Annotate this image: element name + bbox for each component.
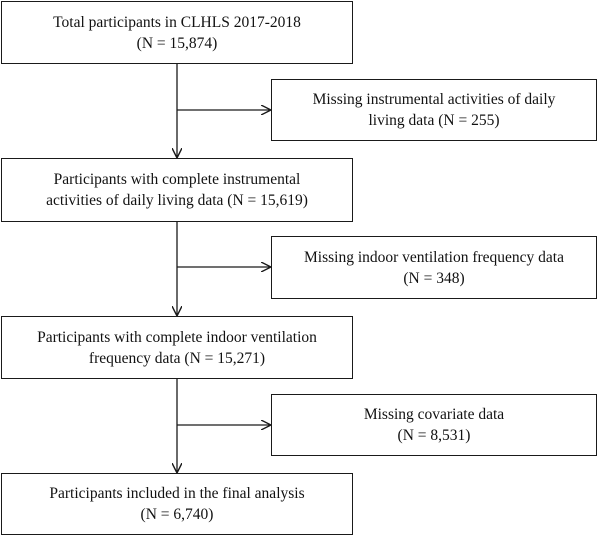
missing-covariate-box <box>271 394 597 456</box>
complete-ventilation-count: frequency data (N = 15,271) <box>88 349 266 367</box>
missing-iadl-count: living data (N = 255) <box>368 112 500 129</box>
complete-ventilation-box <box>1 316 353 379</box>
final-analysis-label: Participants included in the final analysis <box>49 485 305 502</box>
final-analysis-box <box>1 473 353 535</box>
missing-ventilation-label: Missing indoor ventilation frequency data <box>304 248 564 266</box>
complete-ventilation-label: Participants with complete indoor ventilation <box>37 328 317 346</box>
missing-ventilation-box <box>271 236 597 299</box>
missing-iadl-box <box>271 79 597 141</box>
missing-iadl-label: Missing instrumental activities of daily <box>312 91 556 108</box>
complete-iadl-label: Participants with complete instrumental <box>53 171 301 188</box>
complete-iadl-count: activities of daily living data (N = 15,619) <box>46 192 308 209</box>
total-participants-count: (N = 15,874) <box>136 34 218 52</box>
missing-ventilation-count: (N = 348) <box>403 269 465 287</box>
total-participants-box <box>1 1 353 64</box>
complete-iadl-box <box>1 158 353 222</box>
missing-covariate-count: (N = 8,531) <box>397 427 471 444</box>
total-participants-label: Total participants in CLHLS 2017-2018 <box>53 13 301 31</box>
missing-covariate-label: Missing covariate data <box>363 406 505 423</box>
final-analysis-count: (N = 6,740) <box>140 506 214 523</box>
